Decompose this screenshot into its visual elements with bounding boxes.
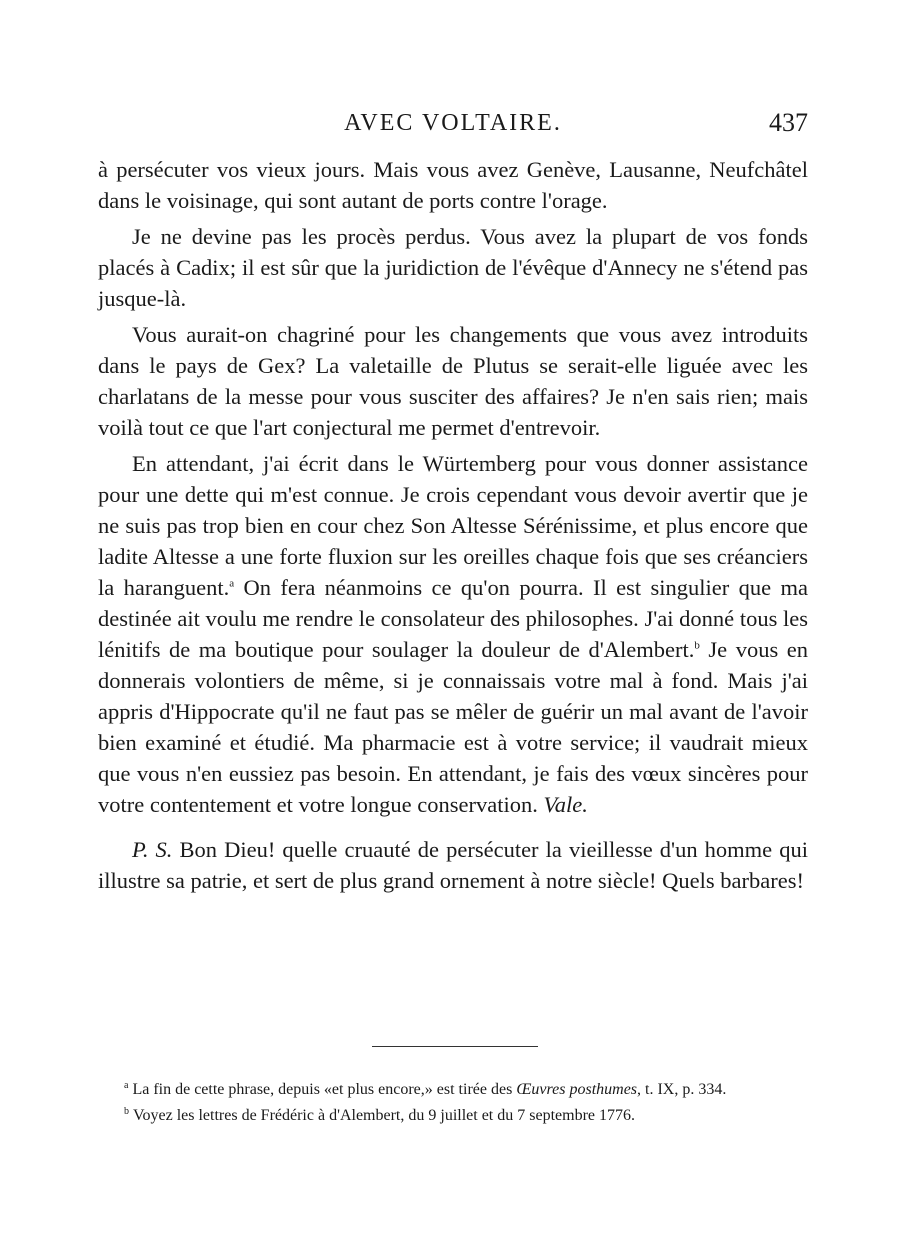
paragraph-4-part-b: On fera néanmoins ce qu'on pourra. Il est singulier que ma destinée ait voulu me rendre le consolateur des philosophes. J'ai donné tous les lénitifs de ma boutique pour soulager la douleur de d'Alembert.	[98, 575, 808, 662]
footnote-mark-a: a	[124, 1079, 129, 1091]
paragraph-1: à persécuter vos vieux jours. Mais vous avez Genève, Lausanne, Neufchâtel dans le voisinage, qui sont autant de ports contre l'orage.	[98, 157, 808, 213]
paragraph-4	[98, 448, 808, 820]
body-text	[98, 154, 808, 901]
footnote-rule	[372, 1046, 538, 1047]
running-head	[98, 110, 808, 144]
footnote-b	[98, 1104, 808, 1128]
footnote-ref-a: a	[229, 577, 235, 590]
footnote-b-text: Voyez les lettres de Frédéric à d'Alembert, du 9 juillet et du 7 septembre 1776.	[133, 1107, 635, 1124]
footnotes	[98, 1078, 808, 1130]
postscript-label: P. S.	[132, 837, 173, 862]
page-number: 437	[769, 108, 808, 137]
footnote-a	[98, 1078, 808, 1102]
vale-word: Vale.	[543, 792, 588, 817]
paragraph-3: Vous aurait-on chagriné pour les changements que vous avez introduits dans le pays de Gex? La valetaille de Plutus se serait-elle liguée avec les charlatans de la messe pour vous susciter des affaires? Je n'en sais rien; mais voilà tout ce que l'art conjectural me permet d'entrevoir.	[98, 322, 808, 440]
paragraph-4-part-a: En attendant, j'ai écrit dans le Würtemberg pour vous donner assistance pour une dette qui m'est connue. Je crois cependant vous devoir avertir que je ne suis pas trop bien en cour chez Son Altesse Sérénissime, et plus encore que ladite Altesse a une forte fluxion sur les oreilles chaque fois que ses créanciers la haranguent.	[98, 451, 808, 600]
paragraph-2: Je ne devine pas les procès perdus. Vous avez la plupart de vos fonds placés à Cadix; il est sûr que la juridiction de l'évêque d'Annecy ne s'étend pas jusque-là.	[98, 224, 808, 311]
footnote-a-text-after: , t. IX, p. 334.	[637, 1081, 727, 1098]
footnote-ref-b: b	[694, 639, 700, 652]
footnote-mark-b: b	[124, 1105, 129, 1117]
postscript-text: Bon Dieu! quelle cruauté de persécuter la vieillesse d'un homme qui illustre sa patrie, et sert de plus grand ornement à notre siècle! Quels barbares!	[98, 837, 808, 893]
running-title: AVEC VOLTAIRE.	[344, 110, 562, 136]
paragraph-4-part-c: Je vous en donnerais volontiers de même, si je connaissais votre mal à fond. Mais j'ai appris d'Hippocrate qu'il ne faut pas se mêler de guérir un mal avant de l'avoir bien examiné et étudié. Ma pharmacie est à votre service; il vaudrait mieux que vous n'en eussiez pas besoin. En attendant, je fais des vœux sincères pour votre contentement et votre longue conservation.	[98, 637, 808, 817]
footnote-a-italic: Œuvres posthumes	[516, 1081, 638, 1098]
footnote-a-text-before: La fin de cette phrase, depuis «et plus encore,» est tirée des	[132, 1081, 517, 1098]
postscript	[98, 834, 808, 896]
